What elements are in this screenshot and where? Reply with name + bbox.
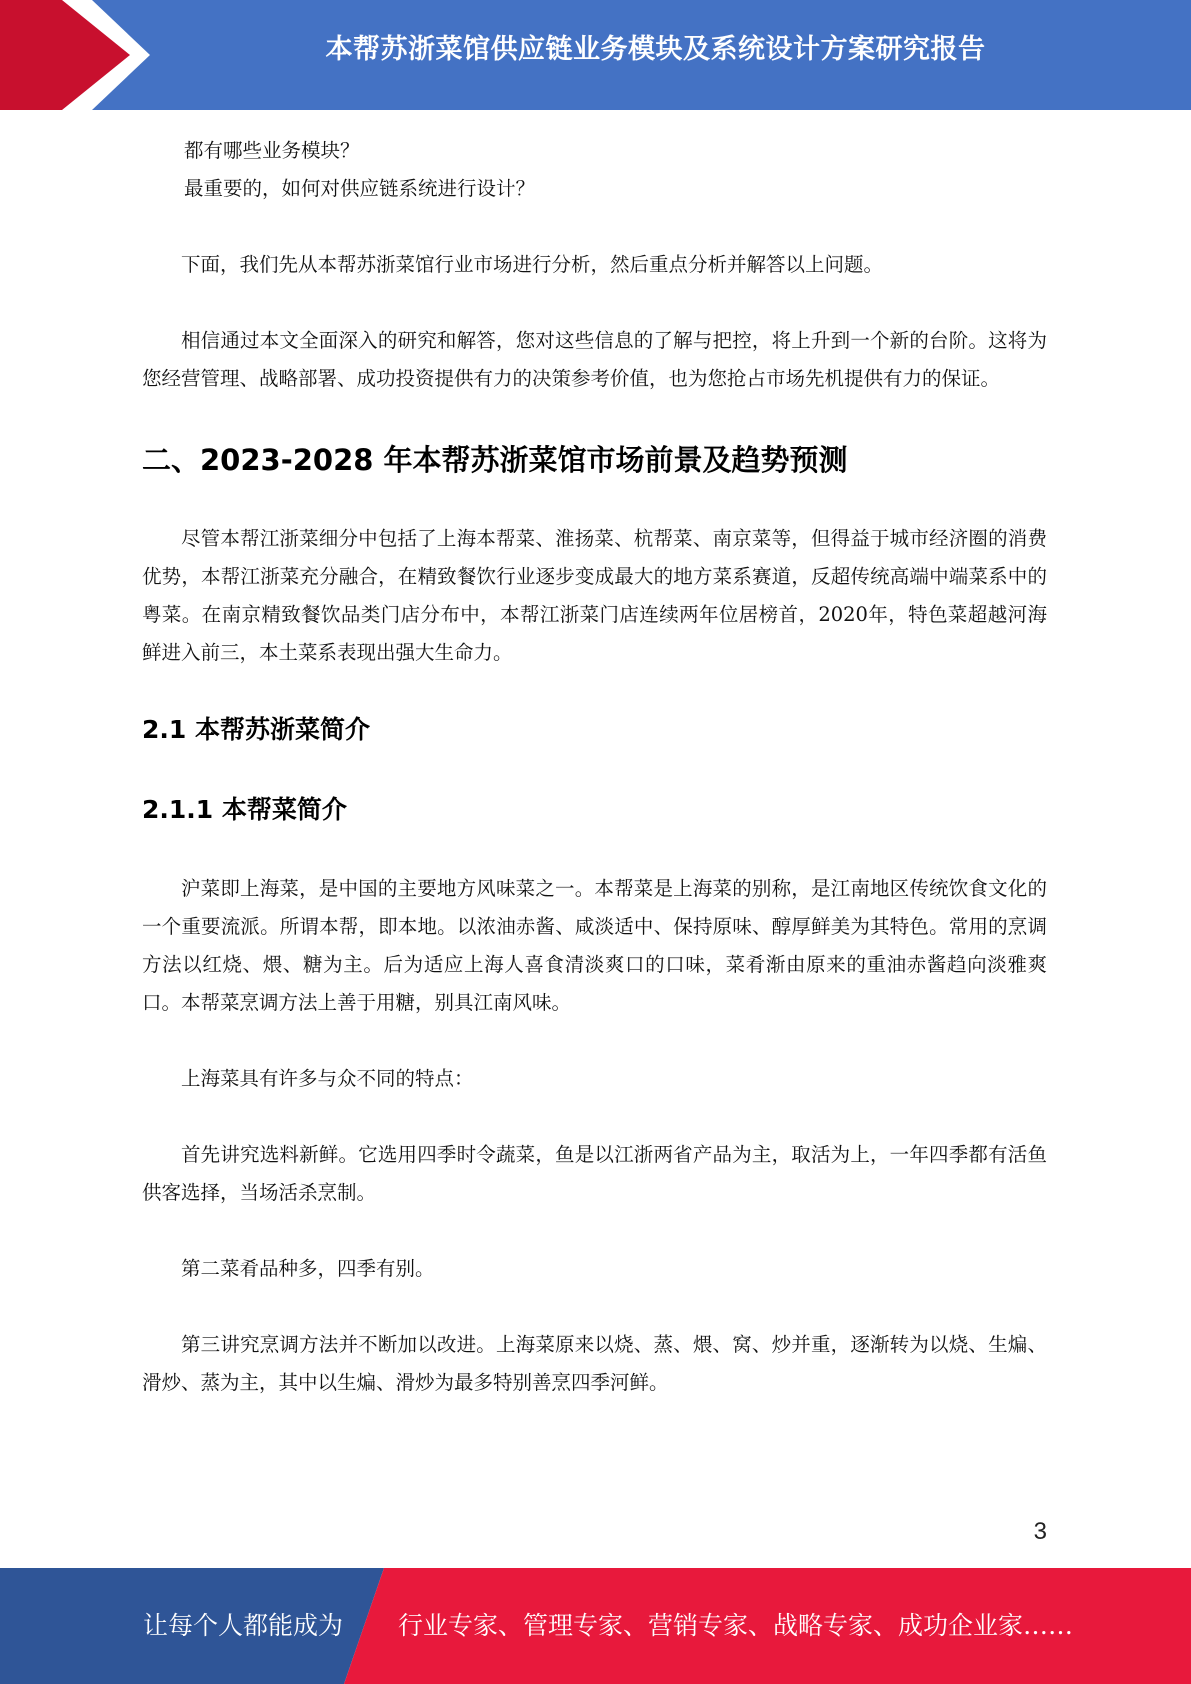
intro-line: 都有哪些业务模块？	[184, 139, 360, 162]
footer-slogan-right: 行业专家、管理专家、营销专家、战略专家、成功企业家……	[398, 1611, 1074, 1640]
paragraph: 第三讲究烹调方法并不断加以改进。上海菜原来以烧、蒸、煨、窝、炒并重，逐渐转为以烧、生煸、滑炒、蒸为主，其中以生煸、滑炒为最多特别善烹四季河鲜。	[142, 1333, 1047, 1394]
paragraph: 沪菜即上海菜，是中国的主要地方风味菜之一。本帮菜是上海菜的别称，是江南地区传统饮食文化的一个重要流派。所谓本帮，即本地。以浓油赤酱、咸淡适中、保持原味、醇厚鲜美为其特色。常用的烹调方法以红烧、煨、糖为主。后为适应上海人喜食清淡爽口的口味，菜肴渐由原来的重油赤酱趋向淡雅爽口。本帮菜烹调方法上善于用糖，别具江南风味。	[142, 877, 1047, 1014]
document-body	[142, 132, 1047, 1402]
page-number: 3	[1033, 1518, 1047, 1545]
page-header	[0, 0, 1191, 110]
paragraph: 首先讲究选料新鲜。它选用四季时令蔬菜，鱼是以江浙两省产品为主，取活为上，一年四季都有活鱼供客选择，当场活杀烹制。	[142, 1143, 1047, 1204]
paragraph: 上海菜具有许多与众不同的特点：	[181, 1067, 474, 1090]
paragraph: 尽管本帮江浙菜细分中包括了上海本帮菜、淮扬菜、杭帮菜、南京菜等，但得益于城市经济圈的消费优势，本帮江浙菜充分融合，在精致餐饮行业逐步变成最大的地方菜系赛道，反超传统高端中端菜系中的粤菜。在南京精致餐饮品类门店分布中，本帮江浙菜门店连续两年位居榜首，2020年，特色菜超越河海鲜进入前三，本土菜系表现出强大生命力。	[142, 527, 1047, 664]
subsection-heading: 2.1 本帮苏浙菜简介	[142, 715, 370, 744]
intro-line: 最重要的，如何对供应链系统进行设计？	[184, 177, 536, 200]
page-footer	[0, 1568, 1191, 1684]
paragraph: 第二菜肴品种多，四季有别。	[181, 1257, 435, 1280]
paragraph: 相信通过本文全面深入的研究和解答，您对这些信息的了解与把控，将上升到一个新的台阶。这将为您经营管理、战略部署、成功投资提供有力的决策参考价值，也为您抢占市场先机提供有力的保证。	[142, 329, 1047, 390]
report-title: 本帮苏浙菜馆供应链业务模块及系统设计方案研究报告	[325, 34, 986, 65]
paragraph: 下面，我们先从本帮苏浙菜馆行业市场进行分析，然后重点分析并解答以上问题。	[181, 253, 884, 276]
section-heading: 二、2023-2028 年本帮苏浙菜馆市场前景及趋势预测	[142, 443, 848, 477]
footer-slogan-left: 让每个人都能成为	[143, 1611, 344, 1640]
subsection-heading: 2.1.1 本帮菜简介	[142, 795, 347, 824]
